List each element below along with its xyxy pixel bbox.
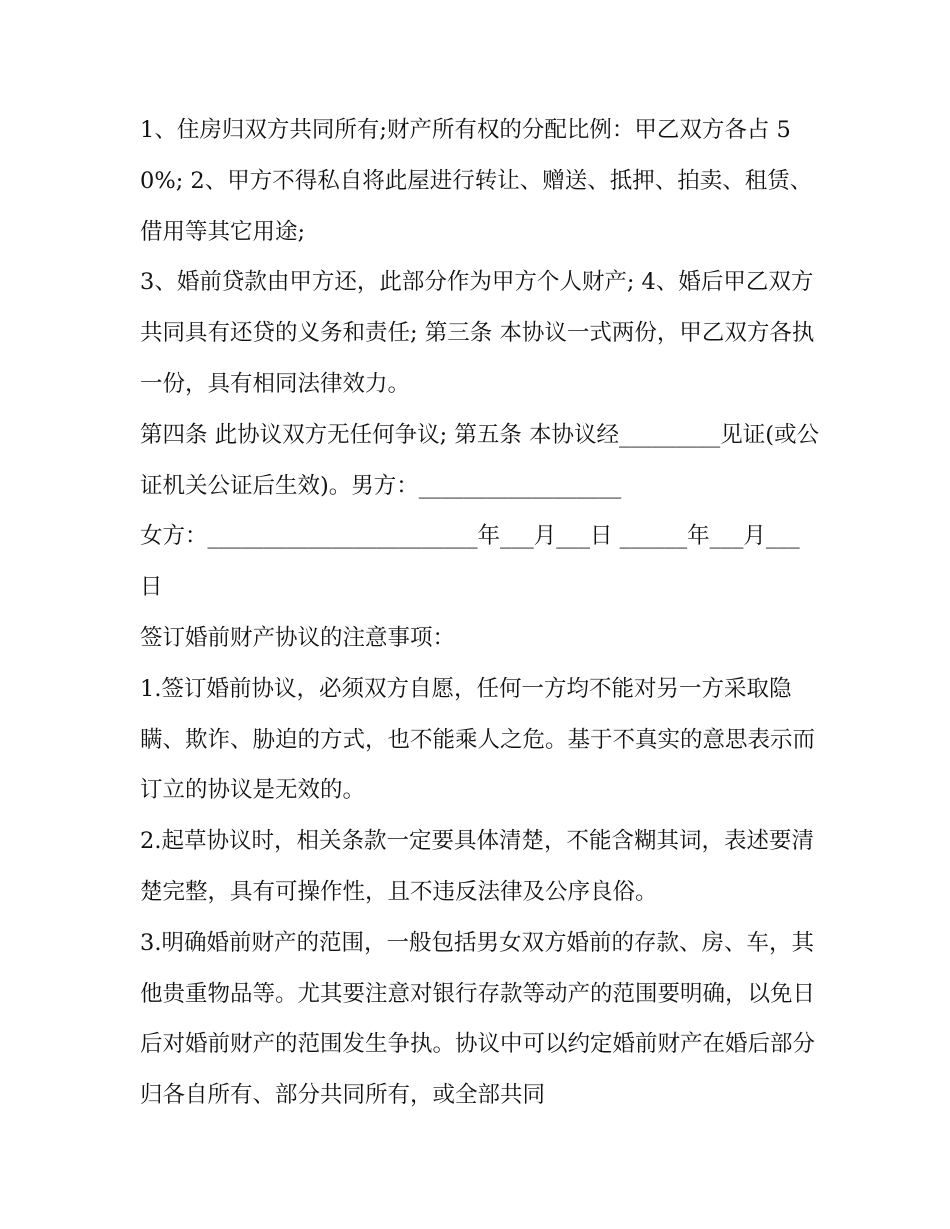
clause-paragraph-2: 3、婚前贷款由甲方还，此部分作为甲方个人财产; 4、婚后甲乙双方共同具有还贷的义务和责任; 第三条 本协议一式两份，甲乙双方各执一份，具有相同法律效力。 bbox=[140, 269, 815, 397]
note-paragraph-1: 1.签订婚前协议，必须双方自愿，任何一方均不能对另一方采取隐瞒、欺诈、胁迫的方式，也不能乘人之危。基于不真实的意思表示而订立的协议是无效的。 bbox=[140, 675, 816, 804]
section-heading: 签订婚前财产协议的注意事项： bbox=[140, 624, 456, 651]
signature-line: 女方：________________________年___月___日 ______年___月___日 bbox=[140, 523, 800, 601]
note-paragraph-2: 2.起草协议时，相关条款一定要具体清楚，不能含糊其词，表述要清楚完整，具有可操作性，且不违反法律及公序良俗。 bbox=[140, 828, 814, 905]
clause-paragraph-1: 1、住房归双方共同所有;财产所有权的分配比例：甲乙双方各占 50%; 2、甲方不得私自将此屋进行转让、赠送、抵押、拍卖、租赁、借用等其它用途; bbox=[140, 117, 813, 245]
document-body bbox=[140, 105, 820, 1121]
note-paragraph-3: 3.明确婚前财产的范围，一般包括男女双方婚前的存款、房、车，其他贵重物品等。尤其要注意对银行存款等动产的范围要明确，以免日后对婚前财产的范围发生争执。协议中可以约定婚前财产在婚后部分归各自所有、部分共同所有，或全部共同 bbox=[140, 929, 816, 1109]
clause-paragraph-3: 第四条 此协议双方无任何争议; 第五条 本协议经_________见证(或公证机关公证后生效)。男方：__________________ bbox=[140, 421, 820, 499]
